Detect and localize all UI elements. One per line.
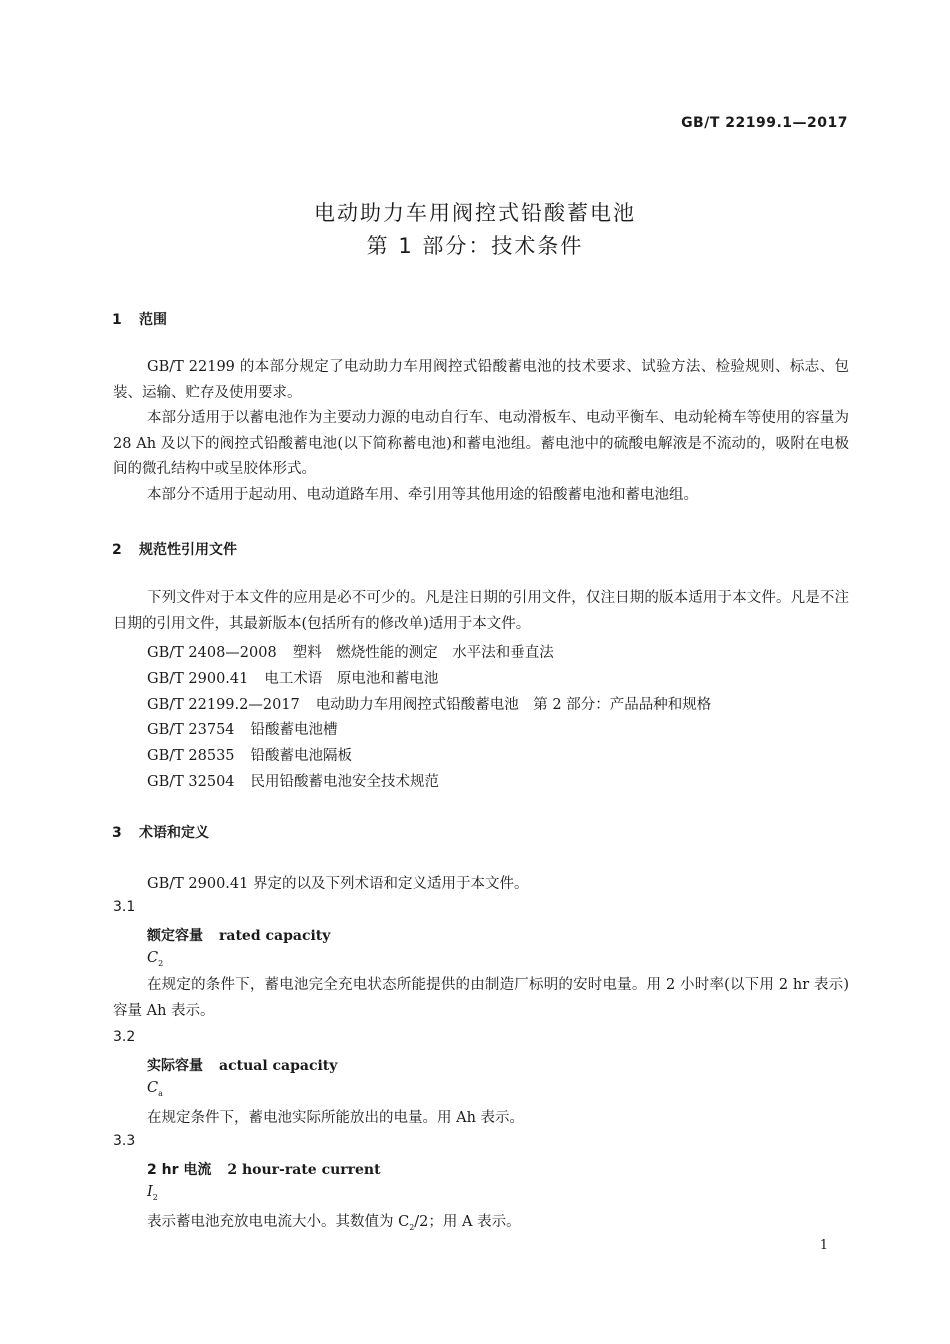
term-zh: 2 hr 电流	[147, 1162, 212, 1178]
section-title: 术语和定义	[139, 825, 209, 841]
section-number: 2	[112, 542, 122, 558]
reference-item	[147, 718, 338, 739]
term-symbol: $I_2$	[147, 1184, 158, 1202]
scope-paragraph-3: 本部分不适用于起动用、电动道路车用、牵引用等其他用途的铅酸蓄电池和蓄电池组。	[147, 487, 698, 503]
term-definition: 在规定条件下，蓄电池实际所能放出的电量。用 Ah 表示。	[147, 1110, 525, 1126]
term-en: rated capacity	[219, 928, 331, 944]
reference-title: 铅酸蓄电池槽	[250, 722, 338, 738]
term-definition: 表示蓄电池充放电电流大小。其数值为 $C_2/2$；用 A 表示。	[147, 1214, 521, 1232]
document-title-line1: 电动助力车用阀控式铅酸蓄电池	[314, 201, 636, 225]
section-2-heading	[112, 539, 237, 559]
term-en: 2 hour-rate current	[227, 1162, 381, 1178]
section-number: 1	[112, 312, 122, 328]
clause-number: 3.2	[113, 1029, 136, 1045]
clause-number: 3.3	[113, 1133, 136, 1149]
reference-item	[147, 770, 439, 791]
reference-code: GB/T 23754	[147, 722, 235, 738]
clause-number: 3.1	[113, 899, 136, 915]
page-number: 1	[819, 1238, 828, 1253]
scope-paragraph-1: GB/T 22199 的本部分规定了电动助力车用阀控式铅酸蓄电池的技术要求、试验方法、检验规则、标志、包装、运输、贮存及使用要求。	[113, 359, 849, 401]
term-symbol: $C_2$	[147, 950, 164, 968]
reference-title: 电工术语 原电池和蓄电池	[264, 671, 439, 687]
term-heading	[147, 925, 330, 945]
reference-title: 塑料 燃烧性能的测定 水平法和垂直法	[292, 645, 554, 661]
references-intro: 下列文件对于本文件的应用是必不可少的。凡是注日期的引用文件，仅注日期的版本适用于本文件。凡是不注日期的引用文件，其最新版本(包括所有的修改单)适用于本文件。	[113, 590, 849, 632]
reference-code: GB/T 2408—2008	[147, 645, 277, 661]
reference-item	[147, 693, 711, 714]
term-definition: 在规定的条件下，蓄电池完全充电状态所能提供的由制造厂标明的安时电量。用 2 小时率(以下用 2 hr 表示)容量 Ah 表示。	[113, 977, 849, 1019]
section-title: 范围	[139, 312, 167, 328]
document-title-line2: 第 1 部分：技术条件	[366, 234, 584, 258]
reference-code: GB/T 2900.41	[147, 671, 249, 687]
reference-code: GB/T 32504	[147, 774, 235, 790]
scope-paragraph-2: 本部分适用于以蓄电池作为主要动力源的电动自行车、电动滑板车、电动平衡车、电动轮椅车等使用的容量为 28 Ah 及以下的阀控式铅酸蓄电池(以下简称蓄电池)和蓄电池组。蓄电池中的硫酸电解液是不流动的，吸附在电极间的微孔结构中或呈胶体形式。	[113, 410, 849, 477]
standard-code: GB/T 22199.1—2017	[681, 115, 848, 131]
term-zh: 实际容量	[147, 1058, 203, 1074]
term-en: actual capacity	[219, 1058, 338, 1074]
term-heading	[147, 1055, 337, 1075]
reference-title: 民用铅酸蓄电池安全技术规范	[250, 774, 440, 790]
reference-item	[147, 667, 438, 688]
term-zh: 额定容量	[147, 928, 203, 944]
term-heading	[147, 1159, 381, 1179]
section-1-heading	[112, 309, 167, 329]
term-symbol: $C_a$	[147, 1080, 163, 1098]
section-3-heading	[112, 822, 209, 842]
section-title: 规范性引用文件	[139, 542, 237, 558]
reference-item	[147, 744, 352, 765]
section-number: 3	[112, 825, 122, 841]
reference-item	[147, 641, 554, 662]
terms-intro: GB/T 2900.41 界定的以及下列术语和定义适用于本文件。	[147, 876, 529, 892]
reference-code: GB/T 28535	[147, 748, 235, 764]
reference-title: 铅酸蓄电池隔板	[250, 748, 353, 764]
reference-title: 电动助力车用阀控式铅酸蓄电池 第 2 部分：产品品种和规格	[315, 697, 712, 713]
reference-code: GB/T 22199.2—2017	[147, 697, 300, 713]
